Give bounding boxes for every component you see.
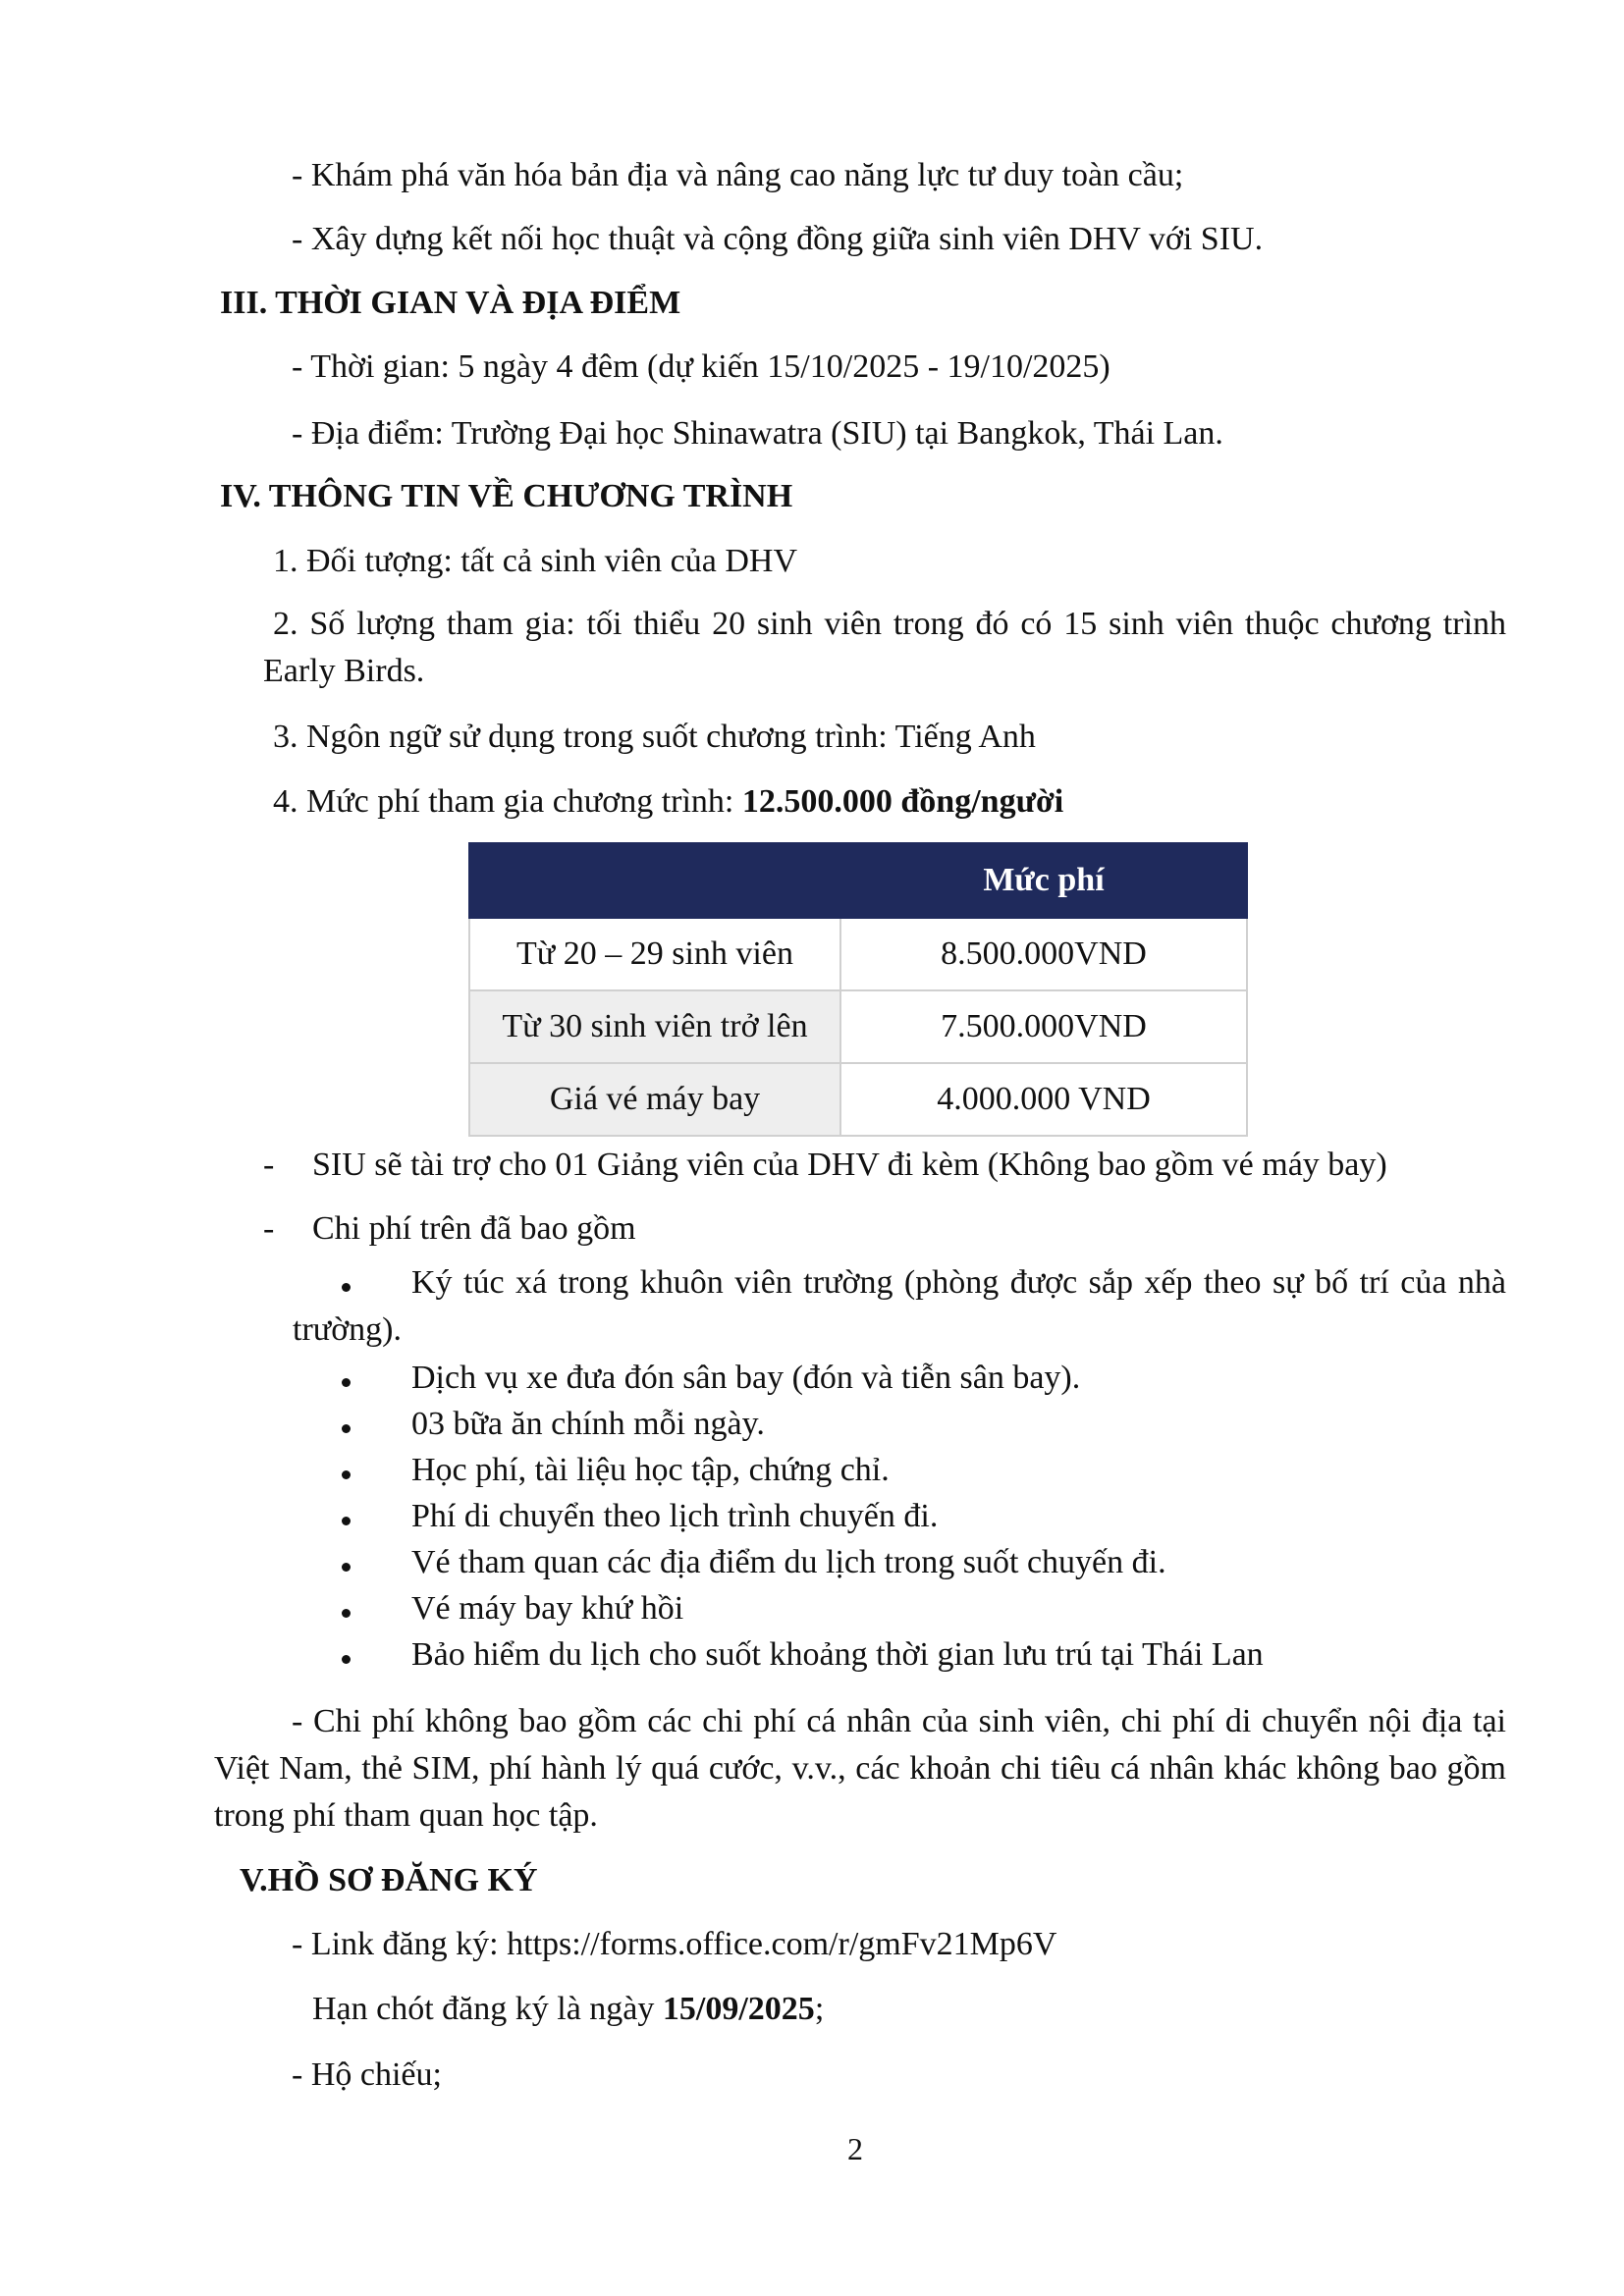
item-fee-label: 4. Mức phí tham gia chương trình: bbox=[273, 783, 742, 820]
fee-row-label: Từ 30 sinh viên trở lên bbox=[469, 990, 840, 1063]
bullet-icon bbox=[342, 1655, 351, 1664]
list-item: Vé tham quan các địa điểm du lịch trong suốt chuyến đi. bbox=[411, 1544, 1166, 1580]
list-item: Phí di chuyển theo lịch trình chuyến đi. bbox=[411, 1498, 939, 1534]
section-3-heading: III. THỜI GIAN VÀ ĐỊA ĐIỂM bbox=[220, 285, 681, 321]
item-participants: 2. Số lượng tham gia: tối thiểu 20 sinh viên trong đó có 15 sinh viên thuộc chương trình Early Birds. bbox=[263, 606, 1506, 689]
item-fee bbox=[273, 778, 1063, 826]
fee-row-label: Từ 20 – 29 sinh viên bbox=[469, 918, 840, 990]
list-item: 03 bữa ăn chính mỗi ngày. bbox=[411, 1406, 765, 1442]
fee-table-header-fee: Mức phí bbox=[840, 843, 1247, 918]
bullet-icon bbox=[342, 1470, 351, 1479]
intro-line-2: - Xây dựng kết nối học thuật và cộng đồng giữa sinh viên DHV với SIU. bbox=[292, 221, 1264, 257]
table-row bbox=[469, 990, 1247, 1063]
registration-link-label: - Link đăng ký: bbox=[292, 1926, 508, 1962]
list-item: Dịch vụ xe đưa đón sân bay (đón và tiễn sân bay). bbox=[411, 1360, 1081, 1396]
section-4-heading: IV. THÔNG TIN VỀ CHƯƠNG TRÌNH bbox=[220, 478, 793, 514]
fee-row-value: 7.500.000VND bbox=[840, 990, 1247, 1063]
fee-row-value: 4.000.000 VND bbox=[840, 1063, 1247, 1136]
bullet-icon bbox=[342, 1424, 351, 1433]
bullet-icon bbox=[342, 1517, 351, 1525]
deadline-suffix: ; bbox=[814, 1991, 825, 2027]
table-row bbox=[469, 1063, 1247, 1136]
bullet-icon bbox=[342, 1563, 351, 1572]
dash-symbol: - bbox=[263, 1210, 275, 1247]
bullet-icon bbox=[342, 1609, 351, 1618]
fee-table bbox=[468, 842, 1248, 1137]
list-item: Ký túc xá trong khuôn viên trường (phòng được sắp xếp theo sự bố trí của nhà trường). bbox=[293, 1264, 1506, 1348]
fee-table-header-empty bbox=[469, 843, 840, 918]
fee-table-header bbox=[469, 843, 1247, 918]
item-language: 3. Ngôn ngữ sử dụng trong suốt chương trình: Tiếng Anh bbox=[273, 719, 1036, 755]
registration-link-line bbox=[292, 1921, 1056, 1968]
exclusions-paragraph: - Chi phí không bao gồm các chi phí cá nhân của sinh viên, chi phí di chuyển nội địa tại Việt Nam, thẻ SIM, phí hành lý quá cước, v.v., các khoản chi tiêu cá nhân khác không bao gồm trong phí tham quan học tập. bbox=[214, 1703, 1506, 1834]
intro-line-1: - Khám phá văn hóa bản địa và nâng cao năng lực tư duy toàn cầu; bbox=[292, 157, 1184, 193]
page-number: 2 bbox=[847, 2131, 863, 2166]
table-row bbox=[469, 918, 1247, 990]
dash-symbol: - bbox=[263, 1147, 275, 1183]
list-item: Vé máy bay khứ hồi bbox=[411, 1590, 684, 1627]
section-5-heading: V.HỒ SƠ ĐĂNG KÝ bbox=[240, 1862, 538, 1898]
list-item: Bảo hiểm du lịch cho suốt khoảng thời gian lưu trú tại Thái Lan bbox=[411, 1636, 1264, 1673]
fee-row-label: Giá vé máy bay bbox=[469, 1063, 840, 1136]
passport-item: - Hộ chiếu; bbox=[292, 2056, 442, 2093]
deadline-line bbox=[312, 1986, 824, 2033]
item-fee-amount: 12.500.000 đồng/người bbox=[741, 783, 1064, 820]
time-info: - Thời gian: 5 ngày 4 đêm (dự kiến 15/10/2025 - 19/10/2025) bbox=[292, 348, 1110, 385]
fee-row-value: 8.500.000VND bbox=[840, 918, 1247, 990]
registration-link[interactable]: https://forms.office.com/r/gmFv21Mp6V bbox=[507, 1926, 1057, 1962]
item-target-audience: 1. Đối tượng: tất cả sinh viên của DHV bbox=[273, 543, 798, 579]
bullet-icon bbox=[342, 1378, 351, 1387]
list-item: Học phí, tài liệu học tập, chứng chỉ. bbox=[411, 1452, 890, 1488]
sponsorship-note: SIU sẽ tài trợ cho 01 Giảng viên của DHV đi kèm (Không bao gồm vé máy bay) bbox=[312, 1147, 1387, 1183]
place-info: - Địa điểm: Trường Đại học Shinawatra (SIU) tại Bangkok, Thái Lan. bbox=[292, 415, 1223, 452]
deadline-date: 15/09/2025 bbox=[662, 1991, 815, 2027]
deadline-label: Hạn chót đăng ký là ngày bbox=[312, 1991, 663, 2027]
included-costs-heading: Chi phí trên đã bao gồm bbox=[312, 1210, 636, 1247]
